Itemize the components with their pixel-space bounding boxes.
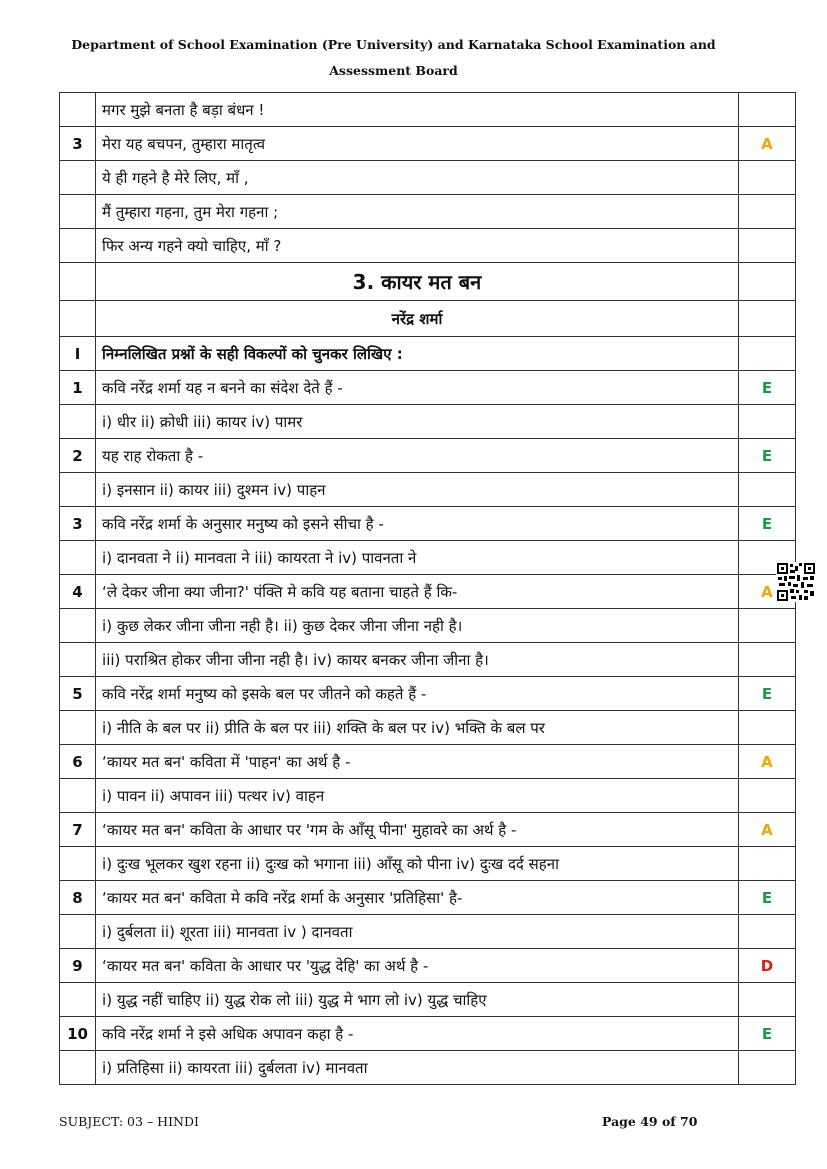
question-text: i) इनसान ii) कायर iii) दुश्मन iv) पाहन [102,480,326,499]
answer-key: E [738,881,795,915]
question-text: यह राह रोकता है - [102,446,204,465]
answer-key [738,263,795,301]
table-row [60,609,796,643]
question-text-cell [96,745,739,779]
qr-code-graphic [776,562,816,602]
question-number [60,405,96,439]
table-row [60,643,796,677]
answer-key: A [738,127,795,161]
question-number: 8 [60,881,96,915]
question-number [60,711,96,745]
table-row [60,371,796,405]
table-row [60,813,796,847]
question-number: 7 [60,813,96,847]
question-number [60,779,96,813]
table-row [60,1051,796,1085]
question-number: I [60,337,96,371]
question-text: i) प्रतिहिसा ii) कायरता iii) दुर्बलता iv) मानवता [102,1058,368,1077]
question-text: कवि नरेंद्र शर्मा मनुष्य को इसके बल पर जीतने को कहते हैं - [102,684,427,703]
question-text-cell [96,881,739,915]
question-text: i) धीर ii) क्रोधी iii) कायर iv) पामर [102,412,303,431]
question-number [60,161,96,195]
question-number [60,301,96,337]
question-text: कवि नरेंद्र शर्मा के अनुसार मनुष्य को इसने सीचा है - [102,514,384,533]
question-text: कवि नरेंद्र शर्मा यह न बनने का संदेश देते हैं - [102,378,343,397]
table-row [60,881,796,915]
question-number [60,229,96,263]
question-text-cell [96,949,739,983]
table-row [60,949,796,983]
answer-key [738,301,795,337]
question-text-cell [96,813,739,847]
question-text-cell [96,609,739,643]
question-number [60,93,96,127]
question-text-cell [96,575,739,609]
table-row [60,473,796,507]
question-text-cell [96,711,739,745]
question-text: मगर मुझे बनता है बड़ा बंधन ! [102,100,265,119]
question-text-cell [96,643,739,677]
question-text-cell [96,263,739,301]
question-number [60,195,96,229]
question-text-cell [96,371,739,405]
question-text: फिर अन्य गहने क्यो चाहिए, माँ ? [102,236,282,255]
question-text: मैं तुम्हारा गहना, तुम मेरा गहना ; [102,202,279,221]
answer-key: E [738,439,795,473]
table-row [60,575,796,609]
header-line-2: Assessment Board [329,63,458,78]
question-text: i) नीति के बल पर ii) प्रीति के बल पर iii) शक्ति के बल पर iv) भक्ति के बल पर [102,718,545,737]
answer-key: A [738,575,795,609]
chapter-title: 3. कायर मत बन [352,270,482,294]
answer-key [738,161,795,195]
question-table-body [60,93,796,1085]
question-text-cell [96,127,739,161]
question-table [59,92,796,1085]
table-row [60,983,796,1017]
question-text-cell [96,507,739,541]
question-number [60,643,96,677]
question-number [60,983,96,1017]
question-number [60,541,96,575]
question-number [60,473,96,507]
table-row [60,301,796,337]
question-number [60,263,96,301]
question-text-cell [96,301,739,337]
answer-key [738,711,795,745]
question-text-cell [96,983,739,1017]
question-number [60,609,96,643]
answer-key [738,337,795,371]
question-text: ‘कायर मत बन' कविता में 'पाहन' का अर्थ है - [102,752,351,771]
question-number: 5 [60,677,96,711]
question-number: 2 [60,439,96,473]
question-text: मेरा यह बचपन, तुम्हारा मातृत्व [102,134,266,153]
question-number: 4 [60,575,96,609]
question-text: निम्नलिखित प्रश्नों के सही विकल्पों को चुनकर लिखिए : [102,344,403,363]
question-text: i) कुछ लेकर जीना जीना नही है। ii) कुछ देकर जीना जीना नही है। [102,616,463,635]
question-text-cell [96,473,739,507]
answer-key: E [738,677,795,711]
table-row [60,507,796,541]
question-text-cell [96,195,739,229]
footer-page-number: Page 49 of 70 [602,1114,698,1129]
question-text: ‘कायर मत बन' कविता मे कवि नरेंद्र शर्मा के अनुसार 'प्रतिहिसा' है- [102,888,463,907]
question-text: कवि नरेंद्र शर्मा ने इसे अधिक अपावन कहा है - [102,1024,354,1043]
question-number: 9 [60,949,96,983]
document-header [40,32,747,84]
table-row [60,1017,796,1051]
table-row [60,711,796,745]
question-text-cell [96,1051,739,1085]
answer-key [738,93,795,127]
question-text-cell [96,439,739,473]
answer-key [738,643,795,677]
question-text-cell [96,541,739,575]
answer-key [738,915,795,949]
table-row [60,847,796,881]
answer-key [738,609,795,643]
answer-key [738,983,795,1017]
table-row [60,195,796,229]
answer-key [738,229,795,263]
answer-key [738,779,795,813]
question-number [60,1051,96,1085]
answer-key: A [738,745,795,779]
table-row [60,677,796,711]
question-text: iii) पराश्रित होकर जीना जीना नही है। iv) कायर बनकर जीना जीना है। [102,650,489,669]
question-number: 1 [60,371,96,405]
table-row [60,915,796,949]
question-number [60,915,96,949]
question-text-cell [96,1017,739,1051]
question-text-cell [96,405,739,439]
question-text: ‘कायर मत बन' कविता के आधार पर 'गम के आँसू पीना' मुहावरे का अर्थ है - [102,820,517,839]
table-row [60,93,796,127]
table-row [60,127,796,161]
answer-key [738,195,795,229]
table-row [60,337,796,371]
question-text-cell [96,337,739,371]
question-text-cell [96,93,739,127]
answer-key: A [738,813,795,847]
question-text: i) युद्ध नहीं चाहिए ii) युद्ध रोक लो iii) युद्ध मे भाग लो iv) युद्ध चाहिए [102,990,487,1009]
answer-key: E [738,371,795,405]
question-text: i) दुःख भूलकर खुश रहना ii) दुःख को भगाना iii) आँसू को पीना iv) दुःख दर्द सहना [102,854,559,873]
answer-key [738,405,795,439]
answer-key: E [738,1017,795,1051]
table-row [60,779,796,813]
footer-subject: SUBJECT: 03 – HINDI [59,1114,199,1129]
poet-name: नरेंद्र शर्मा [391,309,443,328]
question-text-cell [96,229,739,263]
question-text: i) पावन ii) अपावन iii) पत्थर iv) वाहन [102,786,325,805]
answer-key: E [738,507,795,541]
question-text: i) दानवता ने ii) मानवता ने iii) कायरता ने iv) पावनता ने [102,548,417,567]
question-text: i) दुर्बलता ii) शूरता iii) मानवता iv ) दानवता [102,922,353,941]
question-text-cell [96,847,739,881]
question-text-cell [96,161,739,195]
question-number [60,847,96,881]
answer-key: D [738,949,795,983]
question-text-cell [96,915,739,949]
question-text-cell [96,677,739,711]
table-row [60,263,796,301]
question-number: 3 [60,507,96,541]
question-text: ये ही गहने है मेरे लिए, माँ , [102,168,249,187]
answer-key [738,847,795,881]
question-number: 3 [60,127,96,161]
question-text: ‘कायर मत बन' कविता के आधार पर 'युद्ध देहि' का अर्थ है - [102,956,429,975]
answer-key [738,473,795,507]
question-number: 6 [60,745,96,779]
header-line-1: Department of School Examination (Pre University) and Karnataka School Examination and [71,37,716,52]
qr-code-icon [776,562,816,602]
answer-key [738,1051,795,1085]
table-row [60,405,796,439]
table-row [60,541,796,575]
question-text-cell [96,779,739,813]
table-row [60,161,796,195]
table-row [60,229,796,263]
table-row [60,439,796,473]
question-text: ‘ले देकर जीना क्या जीना?' पंक्ति मे कवि यह बताना चाहते हैं कि- [102,582,458,601]
table-row [60,745,796,779]
question-number: 10 [60,1017,96,1051]
